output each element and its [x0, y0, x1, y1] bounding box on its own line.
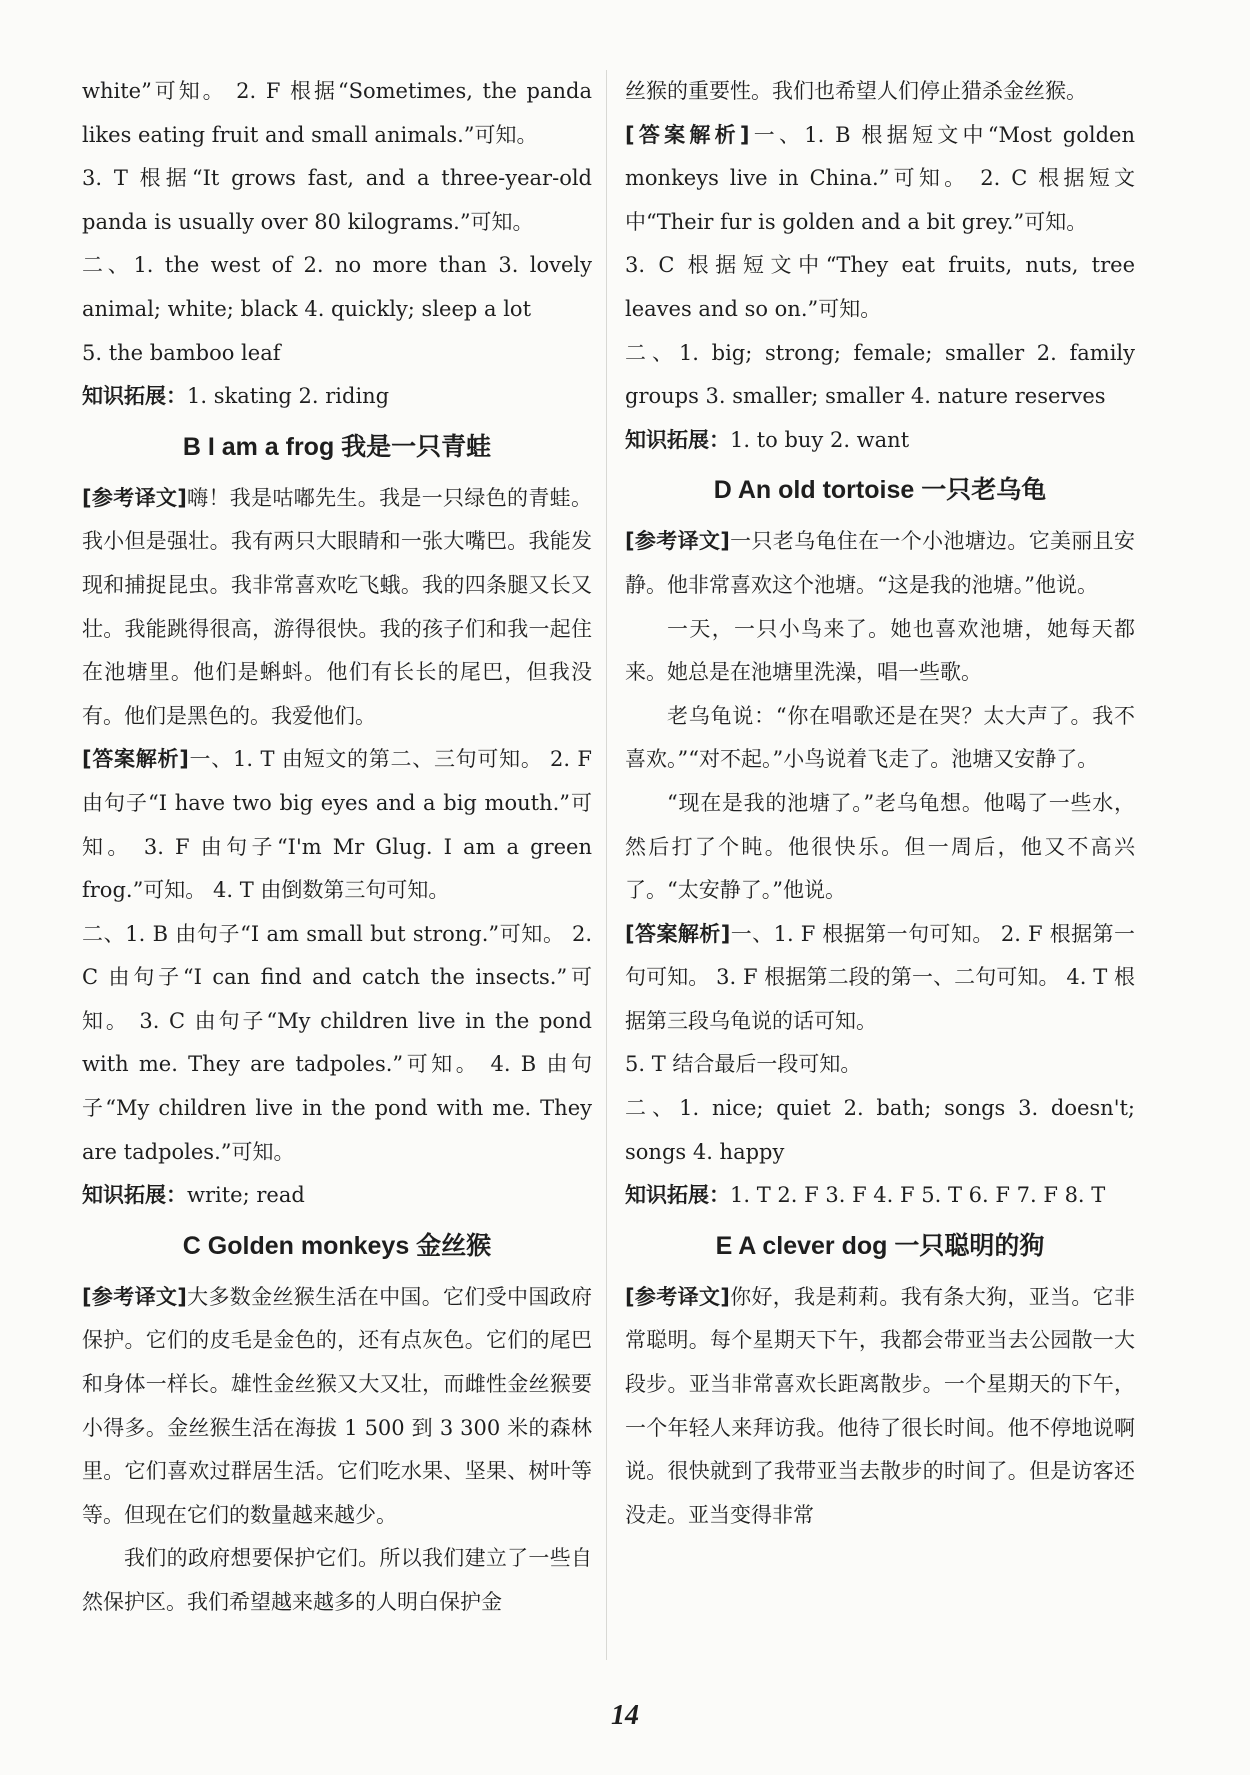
section-title-c: C Golden monkeys 金丝猴: [182, 1231, 492, 1260]
reference-text: 大多数金丝猴生活在中国。它们受中国政府保护。它们的皮毛是金色的，还有点灰色。它们的尾巴和身体一样长。雄性金丝猴又大又壮，而雌性金丝猴要小得多。金丝猴生活在海拔 1 500 到 3 300 米的森林里。它们喜欢过群居生活。它们吃水果、坚果、树叶等等。但现在它们的数量越来越少。: [82, 1284, 592, 1527]
translation-paragraph: 一天，一只小鸟来了。她也喜欢池塘，她每天都来。她总是在池塘里洗澡，唱一些歌。: [625, 616, 1135, 685]
section-title-b: B I am a frog 我是一只青蛙: [182, 432, 492, 461]
reference-translation: [625, 520, 1135, 607]
right-column: [625, 70, 1135, 1537]
translation-paragraph: 我们的政府想要保护它们。所以我们建立了一些自然保护区。我们希望越来越多的人明白保护金: [82, 1546, 592, 1614]
knowledge-extension: [82, 1174, 592, 1218]
answer-paragraph: 5. T 结合最后一段可知。: [625, 1052, 862, 1077]
reference-text: 你好，我是莉莉。我有条大狗，亚当。它非常聪明。每个星期天下午，我都会带亚当去公园散一大段步。亚当非常喜欢长距离散步。一个星期天的下午，一个年轻人来拜访我。他待了很长时间。他不停地说啊说。很快就到了我带亚当去散步的时间了。但是访客还没走。亚当变得非常: [625, 1284, 1135, 1527]
answer-label: [答案解析]: [82, 747, 189, 772]
answer-label: [答案解析]: [625, 921, 731, 946]
answer-paragraph: 二、1. nice; quiet 2. bath; songs 3. doesn't; songs 4. happy: [625, 1096, 1135, 1164]
answer-text: 一、1. F 根据第一句可知。 2. F 根据第一句可知。 3. F 根据第二段的第一、二句可知。 4. T 根据第三段乌龟说的话可知。: [625, 921, 1135, 1033]
knowledge-label: 知识拓展：: [625, 427, 730, 452]
reference-translation: [82, 477, 592, 739]
answer-analysis: [625, 913, 1135, 1044]
reference-text: 嗨！我是咕嘟先生。我是一只绿色的青蛙。我小但是强壮。我有两只大眼睛和一张大嘴巴。我能发现和捕捉昆虫。我非常喜欢吃飞蛾。我的四条腿又长又壮。我能跳得很高，游得很快。我的孩子们和我一起住在池塘里。他们是蝌蚪。他们有长长的尾巴，但我没有。他们是黑色的。我爱他们。: [82, 485, 592, 728]
answer-text: 一、1. B 根据短文中“Most golden monkeys live in China.”可知。 2. C 根据短文中“Their fur is golden and a bit grey.”可知。: [625, 122, 1135, 234]
knowledge-extension: [625, 419, 1135, 463]
answer-paragraph: 二、1. the west of 2. no more than 3. lovely animal; white; black 4. quickly; sleep a lot: [82, 253, 592, 321]
reference-label: [参考译文]: [625, 1284, 730, 1309]
reference-label: [参考译文]: [625, 529, 730, 554]
answer-paragraph: 二、1. big; strong; female; smaller 2. family groups 3. smaller; smaller 4. nature reserves: [625, 340, 1135, 409]
answer-paragraph: 5. the bamboo leaf: [82, 340, 281, 365]
answer-paragraph: 3. C 根据短文中“They eat fruits, nuts, tree leaves and so on.”可知。: [625, 253, 1135, 321]
answer-analysis: [625, 114, 1135, 245]
knowledge-label: 知识拓展：: [82, 1183, 187, 1208]
column-divider: [606, 70, 607, 1660]
answer-paragraph: 二、1. B 由句子“I am small but strong.”可知。 2. C 由句子“I can find and catch the insects.”可知。 3. C 由句子“My children live in the pond with me. They are tadpoles.”可知。 4. B 由句子“My children live in the pond with me. They are tadpoles.”可知。: [82, 921, 592, 1164]
section-title-d: D An old tortoise 一只老乌龟: [713, 476, 1047, 505]
knowledge-text: 1. T 2. F 3. F 4. F 5. T 6. F 7. F 8. T: [730, 1183, 1106, 1208]
reference-translation: [82, 1276, 592, 1538]
knowledge-extension: [82, 375, 592, 419]
translation-paragraph: 老乌龟说：“你在唱歌还是在哭？太大声了。我不喜欢。”“对不起。”小鸟说着飞走了。池塘又安静了。: [625, 703, 1135, 772]
answer-paragraph: white”可知。 2. F 根据“Sometimes, the panda likes eating fruit and small animals.”可知。: [82, 79, 592, 147]
knowledge-extension: [625, 1174, 1135, 1218]
knowledge-label: 知识拓展：: [625, 1183, 730, 1208]
reference-label: [参考译文]: [82, 1284, 187, 1309]
answer-paragraph: 3. T 根据“It grows fast, and a three-year-old panda is usually over 80 kilograms.”可知。: [82, 166, 592, 234]
page-number: 14: [611, 1700, 639, 1731]
knowledge-text: 1. skating 2. riding: [187, 384, 390, 409]
knowledge-text: 1. to buy 2. want: [730, 427, 910, 452]
answer-text: 一、1. T 由短文的第二、三句可知。 2. F 由句子“I have two big eyes and a big mouth.”可知。 3. F 由句子“I'm Mr Glug. I am a green frog.”可知。 4. T 由倒数第三句可知。: [82, 747, 592, 903]
answer-label: [答案解析]: [625, 122, 750, 147]
translation-paragraph: 丝猴的重要性。我们也希望人们停止猎杀金丝猴。: [625, 79, 1087, 103]
reference-translation: [625, 1276, 1135, 1538]
answer-analysis: [82, 738, 592, 912]
reference-label: [参考译文]: [82, 485, 187, 510]
knowledge-label: 知识拓展：: [82, 384, 187, 409]
knowledge-text: write; read: [187, 1183, 305, 1208]
section-title-e: E A clever dog 一只聪明的狗: [715, 1231, 1045, 1260]
translation-paragraph: “现在是我的池塘了。”老乌龟想。他喝了一些水，然后打了个盹。他很快乐。但一周后，他又不高兴了。“太安静了。”他说。: [625, 790, 1135, 903]
reference-text: 一只老乌龟住在一个小池塘边。它美丽且安静。他非常喜欢这个池塘。“这是我的池塘。”他说。: [625, 529, 1135, 597]
left-column: [82, 70, 592, 1625]
